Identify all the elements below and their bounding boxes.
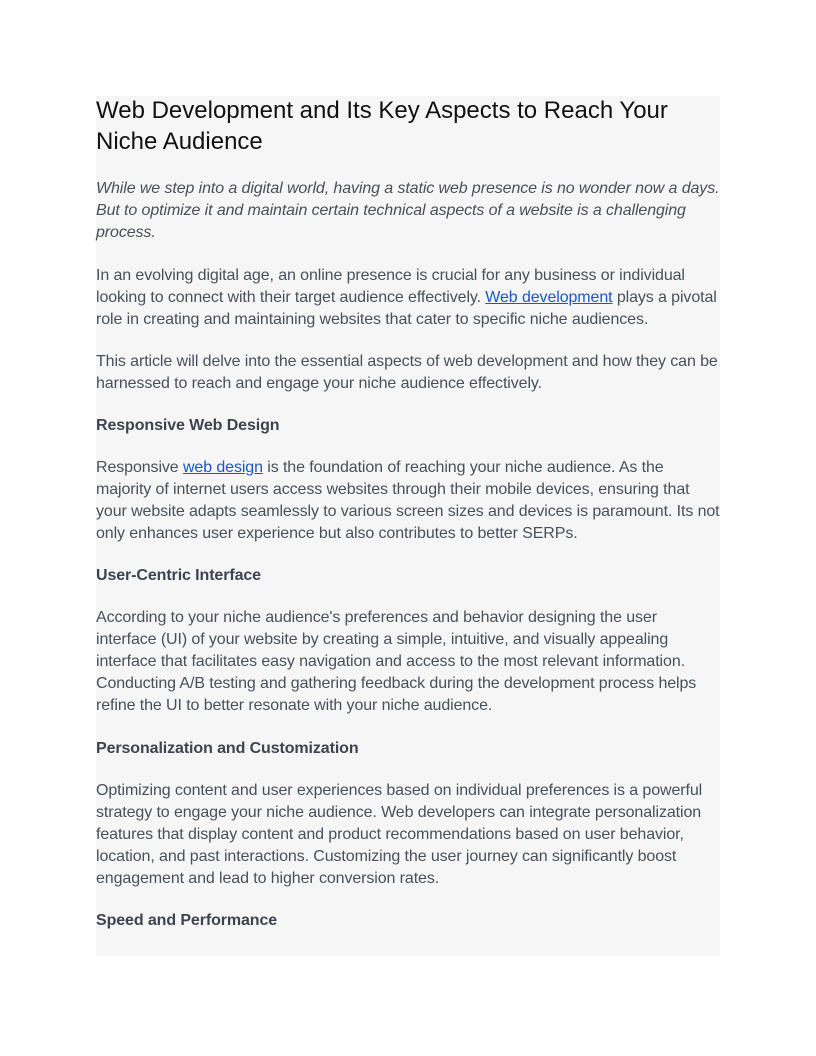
web-design-link[interactable]: web design (182, 459, 263, 476)
paragraph-user-centric-interface: According to your niche audience's preferences and behavior designing the user interface (UI) of your website by creating a simple, intuitive, and visually appealing interface that facilitates easy navigation and access to the most relevant information. Conducting A/B testing and gathering feedback during the development process helps refine the UI to better resonate with your niche audience. (96, 609, 697, 714)
paragraph-responsive-web-design (96, 457, 720, 545)
paragraph-text: Responsive (96, 459, 183, 476)
paragraph-article-overview: This article will delve into the essential aspects of web development and how they can be harnessed to reach and engage your niche audience effectively. (96, 353, 718, 392)
paragraph-text: plays a pivotal role in creating and maintaining websites that cater to specific niche audiences. (96, 289, 717, 328)
web-development-link[interactable]: Web development (485, 289, 613, 306)
paragraph-personalization: Optimizing content and user experiences based on individual preferences is a powerful strategy to engage your niche audience. Web developers can integrate personalization features that display content and product recommendations based on user behavior, location, and past interactions. Customizing the user journey can significantly boost engagement and lead to higher conversion rates. (96, 782, 703, 887)
paragraph-web-development (96, 265, 720, 331)
document-title: Web Development and Its Key Aspects to Reach Your Niche Audience (96, 97, 668, 155)
heading-user-centric-interface: User-Centric Interface (96, 567, 261, 584)
heading-speed-and-performance: Speed and Performance (96, 912, 278, 929)
intro-paragraph: While we step into a digital world, having a static web presence is no wonder now a days. But to optimize it and maintain certain technical aspects of a website is a challenging process. (96, 180, 720, 241)
heading-personalization: Personalization and Customization (96, 740, 359, 757)
paragraph-text: In an evolving digital age, an online presence is crucial for any business or individual looking to connect with their target audience effectively. (96, 267, 685, 306)
heading-responsive-web-design: Responsive Web Design (96, 417, 280, 434)
paragraph-text: is the foundation of reaching your niche audience. As the majority of internet users access websites through their mobile devices, ensuring that your website adapts seamlessly to various screen sizes and devices is paramount. Its not only enhances user experience but also contributes to better SERPs. (96, 459, 720, 542)
